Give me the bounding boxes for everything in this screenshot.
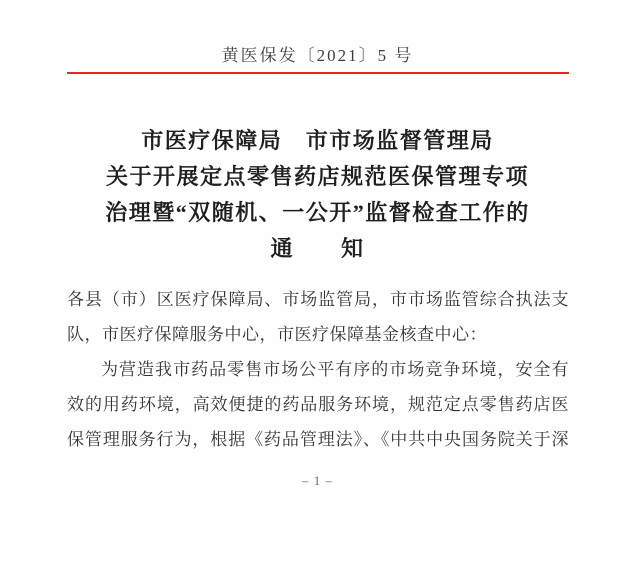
title-line-subject-2: 治理暨“双随机、一公开”监督检查工作的	[105, 200, 530, 225]
body-line-paragraph-1: 为营造我市药品零售市场公平有序的市场竞争环境，安全有	[101, 360, 569, 379]
document-body	[67, 282, 569, 457]
body-line-salutation-1: 各县（市）区医疗保障局、市场监管局，市市场监管综合执法支	[67, 290, 569, 309]
title-line-subject-1: 关于开展定点零售药店规范医保管理专项	[105, 164, 529, 189]
title-line-notice: 通 知	[270, 236, 365, 261]
page-number: – 1 –	[302, 473, 333, 488]
body-line-paragraph-2: 效的用药环境，高效便捷的药品服务环境，规范定点零售药店医	[67, 395, 569, 414]
body-line-salutation-2: 队，市医疗保障服务中心，市医疗保障基金核查中心：	[67, 325, 487, 344]
title-line-issuers: 市医疗保障局 市市场监督管理局	[141, 128, 494, 153]
document-title	[40, 123, 595, 267]
body-line-paragraph-3: 保管理服务行为，根据《药品管理法》、《中共中央国务院关于深	[67, 430, 569, 449]
document-number: 黄医保发〔2021〕5 号	[221, 46, 414, 65]
red-divider-line	[67, 72, 569, 74]
